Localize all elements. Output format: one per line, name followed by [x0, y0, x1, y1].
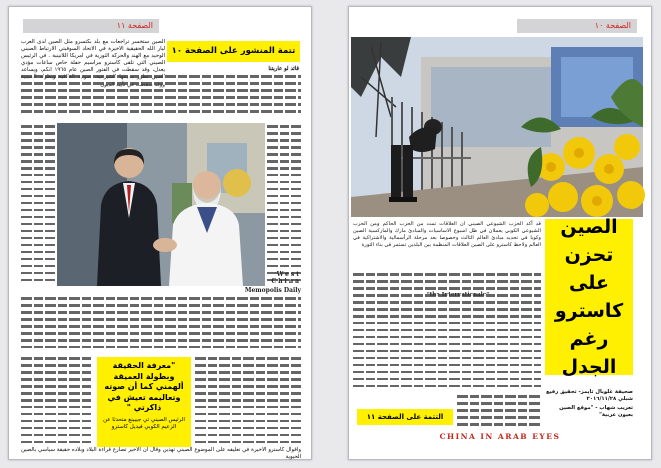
continuation-note: التتمة على الصفحة ١١: [366, 413, 444, 421]
continuation-title: تتمة المنشور على الصفحة ١٠: [171, 46, 296, 56]
subheading: قائد لو عاريتنا: [268, 66, 299, 72]
text-column-left: [21, 125, 55, 285]
quote-text: "معرفة الحقيقة وبطولة العميقة ألهمني كما أن صوته وتعاليمه تعيش في ذاكرتي ": [104, 361, 184, 412]
leaders-meeting-photo: [57, 123, 265, 286]
page-eleven: [8, 6, 312, 460]
body-text: قد أكد الحزب الشيوعي الصيني ان العلاقات تمت من الحزب الحاكم ومن الحزب الشيوعي الكوبي يعملان في ظل اسبوع الاساسيات والمبادئ مارك والماركسية الصين وكوبا في تحديد مبادئ العالم الثالث وخصوصا بعد مرحلة الرأسمالية والاشتراكية في العالم ولاحظ كاسترو على الصين العلاقات المنظمة بين البلدين تستمر في بناء الثورة: [353, 221, 541, 249]
masthead-english: Memopolis Daily: [244, 287, 301, 294]
continuation-note-box: [357, 409, 453, 425]
translation-caption: تعريب شهاب - "موقع الصين بعيون عربية": [559, 405, 633, 419]
bottom-text: واقوال كاسترو الاخيرة في تعليقه على الموضوع الصيني تهذين وقال ان الاخير تصارع قراءة البلاد وبلاده حقيقة سياسي بالصين الحيوية: [21, 447, 301, 461]
intro-text-column: الصين ستخسر تراجعات مع بلد بكتسرو مثل الصين لدى العرب ليار الله الحقيقية الاخيرة في الاتحاد السوفيتي الارتباط الصيني الوحيد مع الهند والحركة الثورية في امريكا اللاتينية . في الرئيس الصيني التي تلقى كاسترو مراسيم حفلة حاص ساعات مؤدي يعدل، وقد سقطت في الفتور الصين عام ١٩٦٥ انكم، ويساعد: [21, 39, 165, 74]
mourning-illustration: [351, 37, 643, 217]
page-header: الصفحة ١١: [23, 19, 159, 33]
author-caption: صحيفة غلوبال تايمز- تحقيق رفيع شبلي ٢٠١٦/١١/٢٨: [545, 389, 633, 403]
text-band-middle: [21, 297, 301, 351]
quote-box: [97, 357, 191, 447]
text-band-top: [21, 75, 301, 121]
page-header: الصفحة ١٠: [517, 19, 637, 33]
masthead-suffix: West China: [271, 271, 301, 285]
publication-footer: CHINA IN ARAB EYES: [439, 432, 561, 441]
headline: الصين تحزن على كاسترو رغم الجدل: [554, 216, 624, 378]
page-ten: [348, 6, 652, 460]
headline-box: [545, 216, 633, 378]
text-column-main: [353, 273, 541, 391]
quote-attribution: الرئيس الصيني تي جيبينغ متحدثا عن الزعيم الكوبي فيديل كاسترو: [103, 416, 185, 430]
text-column-lower-left: [21, 357, 93, 447]
mourning-photo: [351, 37, 643, 217]
text-column-bottom: [457, 395, 541, 427]
text-column-right: [267, 125, 301, 285]
photo-illustration: [57, 123, 265, 286]
continuation-title-box: [167, 41, 300, 62]
text-column-lower-right: [195, 357, 301, 447]
